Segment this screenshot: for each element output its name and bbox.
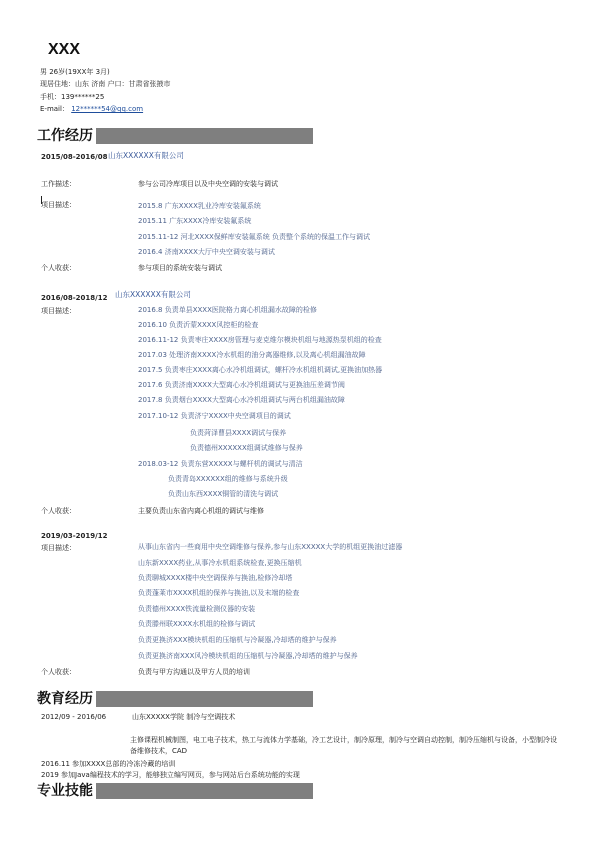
skills-section-header xyxy=(36,783,313,799)
residence-info: 现居住地：山东 济南 户口：甘肃省张掖市 xyxy=(40,80,171,88)
project-item: 2017.5 负责枣庄XXXX离心水冷机组调试，螺杆冷水机组机调试,更换油加热器 xyxy=(138,366,383,374)
work-desc-text: 参与公司冷库项目以及中央空调的安装与调试 xyxy=(138,180,278,188)
project-item: 山东新XXXX药业,从事冷水机组系统检查,更换压缩机 xyxy=(138,559,302,567)
work-desc-label: 工作描述： xyxy=(41,180,76,188)
harvest-text: 主要负责山东省内离心机组的调试与维修 xyxy=(138,507,264,515)
project-item: 2016.10 负责沂蒙XXXX风控柜的检查 xyxy=(138,321,259,329)
education-date: 2012/09 - 2016/06 xyxy=(41,713,107,721)
project-item: 负责蓬莱市XXXX机组的保养与换油,以及末端的检查 xyxy=(138,589,300,597)
project-item: 2015.8 广东XXXX乳业冷库安装氟系统 xyxy=(138,202,261,210)
education-school: 山东XXXXX学院 制冷与空调技术 xyxy=(132,713,236,721)
education-java: 2019 参加Java编程技术的学习，能够独立编写网页，参与网站后台系统功能的实现 xyxy=(41,771,300,779)
basic-info: 男 26岁(19XX年 3月) xyxy=(40,68,110,76)
project-item: 从事山东省内一些商用中央空调维修与保养,参与山东XXXXX大学的机组更换油过滤器 xyxy=(138,543,403,551)
education-courses: 主修课程机械制图，电工电子技术，热工与流体力学基础，冷工艺设计，制冷原理，制冷与空调自动控制，制冷压缩机与设备，小型制冷设备维修技术，CAD xyxy=(130,736,557,755)
project-item: 2017.03 处理济南XXXX冷水机组的油分离器维修,以及离心机组漏油故障 xyxy=(138,351,366,359)
project-item: 负责菏泽曹县XXXX调试与保养 xyxy=(190,429,287,437)
project-item: 2018.03-12 负责东营XXXXX与螺杆机的调试与清洁 xyxy=(138,460,303,468)
project-item: 负责滕州联XXXX水机组的检修与调试 xyxy=(138,620,256,628)
education-training: 2016.11 参加XXXX总部的冷冻冷藏的培训 xyxy=(41,760,176,768)
email-label: E-mail： xyxy=(40,105,69,113)
candidate-name: XXX xyxy=(48,41,81,58)
project-item: 负责德州XXXX铁流量检测仪器的安装 xyxy=(138,605,256,613)
project-item: 负责更换济南XXX风冷模块机组的压缩机与冷凝器,冷却塔的维护与保养 xyxy=(138,652,358,660)
project-item: 2017.8 负责烟台XXXX大型离心水冷机组调试与两台机组漏油故障 xyxy=(138,396,345,404)
project-item: 2016.4 济南XXXX大厅中央空调安装与调试 xyxy=(138,248,275,256)
project-desc-label: 项目描述： xyxy=(41,544,76,552)
project-desc-label: 项目描述： xyxy=(41,307,76,315)
project-item: 2017.10-12 负责济宁XXXX中央空调项目的调试 xyxy=(138,412,291,420)
harvest-text: 参与项目的系统安装与调试 xyxy=(138,264,222,272)
work-section-header xyxy=(36,128,313,144)
education-section-title: 教育经历 xyxy=(36,690,96,708)
education-section-header xyxy=(36,691,313,707)
harvest-label: 个人收获： xyxy=(41,264,76,272)
project-item: 2017.6 负责济南XXXX大型离心水冷机组调试与更换油压差调节阀 xyxy=(138,381,345,389)
skills-section-title: 专业技能 xyxy=(36,782,96,800)
harvest-label: 个人收获： xyxy=(41,507,76,515)
project-item: 负责青岛XXXXXX组的维修与系统升级 xyxy=(168,475,288,483)
job-date: 2015/08-2016/08 xyxy=(41,153,108,161)
project-item: 2015.11-12 河北XXXX保鲜库安装氟系统 负责整个系统的保温工作与调试 xyxy=(138,233,371,241)
project-desc-label: 项目描述： xyxy=(41,201,76,209)
project-item: 负责更换济XXX模块机组的压缩机与冷凝器,冷却塔的维护与保养 xyxy=(138,636,337,644)
project-item: 负责德州XXXXXX组调试维修与保养 xyxy=(190,444,303,452)
job-company: 山东XXXXXX有限公司 xyxy=(108,151,184,160)
work-section-title: 工作经历 xyxy=(36,127,96,145)
project-item: 2016.11-12 负责枣庄XXXX房管理与麦克维尔模块机组与地源热泵机组的检查 xyxy=(138,336,382,344)
email-row xyxy=(40,105,143,114)
phone-info: 手机：139******25 xyxy=(40,93,105,101)
project-item: 负责聊城XXXX楼中央空调保养与换油,检修冷却塔 xyxy=(138,574,293,582)
job-company: 山东XXXXXX有限公司 xyxy=(115,290,191,299)
job-date: 2019/03-2019/12 xyxy=(41,532,108,540)
project-item: 负责山东西XXXX铜管的清洗与调试 xyxy=(168,490,279,498)
harvest-label: 个人收获： xyxy=(41,668,76,676)
job-date: 2016/08-2018/12 xyxy=(41,294,108,302)
project-item: 2015.11 广东XXXX冷库安装氟系统 xyxy=(138,217,252,225)
email-link[interactable]: 12******54@qq.com xyxy=(71,105,144,113)
project-item: 2016.8 负责单县XXXX医院格力离心机组漏水故障的检修 xyxy=(138,306,317,314)
harvest-text: 负责与甲方沟通以及甲方人员的培训 xyxy=(138,668,250,676)
